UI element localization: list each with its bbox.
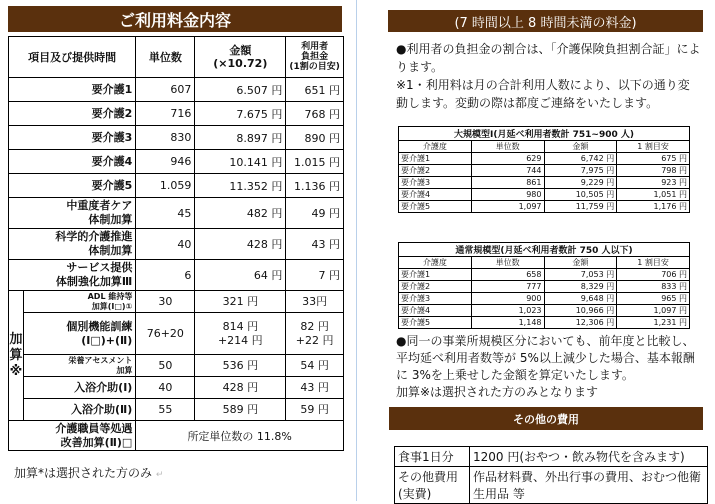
fee-row-amount: 11.352 円	[195, 174, 286, 198]
mini-table-cell: 1,023	[471, 305, 544, 317]
column-divider	[356, 0, 357, 501]
mini-table-cell: 8,329 円	[544, 281, 617, 293]
mini-table-cell: 要介護1	[399, 153, 472, 165]
left-footnote: 加算*は選択された方のみ ↵	[14, 466, 164, 480]
mini-table-cell: 900	[471, 293, 544, 305]
mini-table-header: 単位数	[471, 257, 544, 269]
kasan-row-user: 33円	[286, 291, 344, 313]
fee-row-amount: 10.141 円	[195, 150, 286, 174]
mini-table-cell: 980	[471, 189, 544, 201]
mini-table-cell: 12,306 円	[544, 317, 617, 329]
fee-row-units: 40	[136, 229, 195, 260]
kasan-row-units: 30	[136, 291, 195, 313]
fee-row-user: 1.015 円	[286, 150, 344, 174]
mini-table-caption: 大規模型Ⅰ(月延べ利用者数計 751~900 人)	[399, 127, 690, 141]
fee-row-units: 45	[136, 198, 195, 229]
header-user-charge: 利用者 負担金 (1割の目安)	[286, 37, 344, 78]
mini-table-row	[399, 177, 690, 189]
other-costs-table	[394, 446, 708, 504]
kasan-row	[9, 313, 344, 355]
mini-table-row	[399, 165, 690, 177]
other-cost-label: その他費用 (実費)	[395, 467, 470, 504]
fee-row	[9, 102, 344, 126]
fee-table-header	[9, 37, 344, 78]
mini-table-cell: 861	[471, 177, 544, 189]
kasan-row-user: 43 円	[286, 377, 344, 399]
kasan-label: 加 算 ※	[9, 291, 24, 421]
kasan-row-label: 栄養アセスメント 加算	[24, 355, 136, 377]
header-amount: 金額 (×10.72)	[195, 37, 286, 78]
fee-row-amount: 428 円	[195, 229, 286, 260]
fee-row-label: 要介護2	[9, 102, 136, 126]
mini-table-caption-row	[399, 127, 690, 141]
mini-table-caption: 通常規模型(月延べ利用者数計 750 人以下)	[399, 243, 690, 257]
mini-table-cell: 10,505 円	[544, 189, 617, 201]
kasan-row-label: ADL 維持等 加算(Ⅰ□)①	[24, 291, 136, 313]
mini-table-caption-row	[399, 243, 690, 257]
kasan-row-label: 個別機能訓練 (Ⅰ□)+(Ⅱ)	[24, 313, 136, 355]
left-title: ご利用料金内容	[118, 10, 231, 30]
mini-table-cell: 1,097	[471, 201, 544, 213]
left-title-banner	[8, 6, 342, 32]
other-cost-row	[395, 447, 708, 467]
mini-table-cell: 658	[471, 269, 544, 281]
fee-row-label: 要介護4	[9, 150, 136, 174]
kasan-row-amount: 814 円 +214 円	[195, 313, 286, 355]
fee-row-user: 890 円	[286, 126, 344, 150]
fee-row-amount: 482 円	[195, 198, 286, 229]
mini-table-cell: 1,097 円	[617, 305, 690, 317]
mini-table-cell: 777	[471, 281, 544, 293]
fee-row-amount: 6.507 円	[195, 78, 286, 102]
other-cost-value: 1200 円(おやつ・飲み物代を含みます)	[470, 447, 708, 467]
fee-row-user: 651 円	[286, 78, 344, 102]
mini-table-cell: 923 円	[617, 177, 690, 189]
kasan-row-units: 76+20	[136, 313, 195, 355]
other-cost-value: 作品材料費、外出行事の費用、おむつ他衛生用品 等	[470, 467, 708, 504]
mini-table-cell: 要介護3	[399, 177, 472, 189]
kasan-row-user: 59 円	[286, 399, 344, 421]
fee-row-amount: 8.897 円	[195, 126, 286, 150]
mini-table-header: 金額	[544, 257, 617, 269]
fee-row	[9, 78, 344, 102]
kasan-row	[9, 291, 344, 313]
mini-table-cell: 798 円	[617, 165, 690, 177]
other-cost-row	[395, 467, 708, 504]
kasan-row-label: 入浴介助(Ⅱ)	[24, 399, 136, 421]
mini-table-header: 1 割目安	[617, 257, 690, 269]
mini-table-cell: 965 円	[617, 293, 690, 305]
mini-table-cell: 要介護5	[399, 201, 472, 213]
kasan-row-user: 54 円	[286, 355, 344, 377]
improvement-row	[9, 421, 344, 451]
mini-table-cell: 629	[471, 153, 544, 165]
fee-row-units: 607	[136, 78, 195, 102]
fee-row	[9, 174, 344, 198]
mini-table-cell: 1,051 円	[617, 189, 690, 201]
fee-row	[9, 198, 344, 229]
mini-table-cell: 744	[471, 165, 544, 177]
mini-table-header: 単位数	[471, 141, 544, 153]
mini-table-row	[399, 201, 690, 213]
intro-line-1: ●利用者の負担金の割合は、「介護保険負担割合証」によります。	[396, 42, 701, 74]
mini-table-cell: 要介護1	[399, 269, 472, 281]
fee-row	[9, 150, 344, 174]
mini-table-cell: 10,966 円	[544, 305, 617, 317]
mini-table-cell: 706 円	[617, 269, 690, 281]
mini-table-row	[399, 293, 690, 305]
mini-table-row	[399, 281, 690, 293]
mini-table-header: 介護度	[399, 141, 472, 153]
mini-table-header: 1 割目安	[617, 141, 690, 153]
improvement-value: 所定単位数の 11.8%	[136, 421, 344, 451]
mini-table-row	[399, 269, 690, 281]
kasan-row	[9, 399, 344, 421]
kasan-row-amount: 589 円	[195, 399, 286, 421]
fee-row-units: 6	[136, 260, 195, 291]
mini-table-row	[399, 153, 690, 165]
fee-row-user: 7 円	[286, 260, 344, 291]
kasan-row-amount: 428 円	[195, 377, 286, 399]
mini-table-cell: 要介護4	[399, 305, 472, 317]
kasan-row-amount: 536 円	[195, 355, 286, 377]
mini-table-cell: 要介護5	[399, 317, 472, 329]
mini-table-cell: 要介護2	[399, 281, 472, 293]
right-title-banner	[388, 10, 703, 32]
mini-table-cell: 1,176 円	[617, 201, 690, 213]
kasan-row-units: 55	[136, 399, 195, 421]
fee-row	[9, 260, 344, 291]
mini-table-row	[399, 305, 690, 317]
fee-row-label: 中重度者ケア 体制加算	[9, 198, 136, 229]
kasan-row	[9, 377, 344, 399]
fee-row-user: 768 円	[286, 102, 344, 126]
fee-row	[9, 126, 344, 150]
mini-table-cell: 7,053 円	[544, 269, 617, 281]
header-units: 単位数	[136, 37, 195, 78]
mini-table-cell: 833 円	[617, 281, 690, 293]
fee-row	[9, 229, 344, 260]
kasan-row-user: 82 円 +22 円	[286, 313, 344, 355]
fee-row-user: 1.136 円	[286, 174, 344, 198]
mini-table-cell: 要介護3	[399, 293, 472, 305]
intro-line-2: ※1・利用料は月の合計利用人数により、以下の通り変動します。変動の際は都度ご連絡をいたします。	[396, 78, 690, 110]
other-cost-label: 食事1日分	[395, 447, 470, 467]
mini-table-cell: 11,759 円	[544, 201, 617, 213]
mini-table-cell: 1,148	[471, 317, 544, 329]
mini-table-cell: 要介護2	[399, 165, 472, 177]
fee-row-label: サービス提供 体制強化加算Ⅲ	[9, 260, 136, 291]
mini-table-cell: 9,648 円	[544, 293, 617, 305]
reduction-note-text: ●同一の事業所規模区分においても、前年度と比較し、平均延べ利用者数等が 5%以上減少した場合、基本報酬に 3%を上乗せした金額を算定いたします。	[396, 334, 695, 382]
kasan-row-units: 40	[136, 377, 195, 399]
fee-row-units: 716	[136, 102, 195, 126]
mini-table-cell: 1,231 円	[617, 317, 690, 329]
mini-table-cell: 要介護4	[399, 189, 472, 201]
fee-row-label: 要介護3	[9, 126, 136, 150]
mini-table-cell: 7,975 円	[544, 165, 617, 177]
improvement-label: 介護職員等処遇 改善加算(Ⅱ)□	[9, 421, 136, 451]
mini-table-header: 金額	[544, 141, 617, 153]
left-footnote-text: 加算*は選択された方のみ	[14, 466, 153, 480]
fee-row-user: 49 円	[286, 198, 344, 229]
mini-table-header-row	[399, 257, 690, 269]
reduction-note	[396, 333, 701, 401]
mini-table-row	[399, 189, 690, 201]
kasan-row-label: 入浴介助(Ⅰ)	[24, 377, 136, 399]
other-costs-banner	[389, 407, 703, 430]
other-costs-title: その他の費用	[513, 412, 579, 426]
kasan-row-units: 50	[136, 355, 195, 377]
fee-row-label: 要介護5	[9, 174, 136, 198]
header-item: 項目及び提供時間	[9, 37, 136, 78]
kasan-row-amount: 321 円	[195, 291, 286, 313]
fee-row-label: 要介護1	[9, 78, 136, 102]
fee-row-amount: 7.675 円	[195, 102, 286, 126]
large-scale-table	[398, 126, 690, 213]
mini-table-header-row	[399, 141, 690, 153]
fee-row-amount: 64 円	[195, 260, 286, 291]
fee-row-units: 946	[136, 150, 195, 174]
kasan-note: 加算※は選択された方のみとなります	[396, 385, 599, 399]
mini-table-cell: 9,229 円	[544, 177, 617, 189]
intro-block	[396, 40, 701, 112]
fee-row-user: 43 円	[286, 229, 344, 260]
fee-table	[8, 36, 344, 451]
mini-table-cell: 6,742 円	[544, 153, 617, 165]
mini-table-row	[399, 317, 690, 329]
regular-scale-table	[398, 242, 690, 329]
fee-row-units: 1.059	[136, 174, 195, 198]
mini-table-header: 介護度	[399, 257, 472, 269]
fee-row-units: 830	[136, 126, 195, 150]
mini-table-cell: 675 円	[617, 153, 690, 165]
kasan-row	[9, 355, 344, 377]
right-title: (7 時間以上 8 時間未満の料金)	[454, 15, 637, 31]
fee-row-label: 科学的介護推進 体制加算	[9, 229, 136, 260]
